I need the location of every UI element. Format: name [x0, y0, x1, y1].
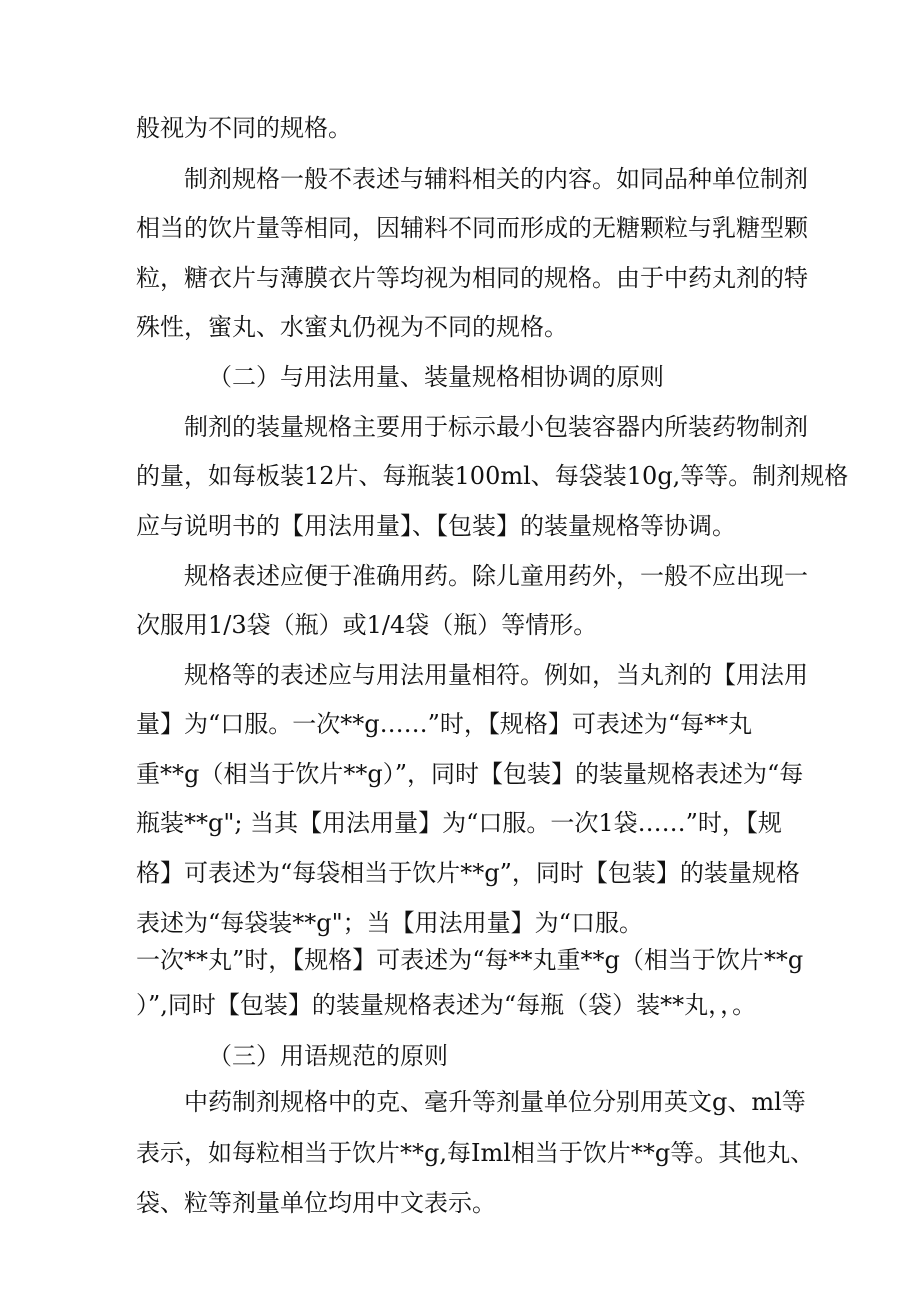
paragraph-line: 次服用1/3袋（瓶）或1/4袋（瓶）等情形。	[136, 611, 598, 639]
paragraph-line: 一次**丸”时，【规格】可表述为“每**丸重**g（相当于饮片**g	[136, 946, 804, 974]
paragraph-line: 般视为不同的规格。	[136, 114, 352, 142]
paragraph-line: 袋、粒等剂量单位均用中文表示。	[136, 1189, 496, 1217]
paragraph-line: 规格等的表述应与用法用量相符。例如，当丸剂的【用法用	[184, 661, 808, 689]
paragraph-line: 格】可表述为“每袋相当于饮片**g”，同时【包装】的装量规格	[136, 859, 800, 887]
section-heading: （三）用语规范的原则	[208, 1042, 448, 1070]
paragraph-line: 制剂的装量规格主要用于标示最小包装容器内所装药物制剂	[184, 413, 808, 441]
paragraph-line: 应与说明书的【用法用量】、【包装】的装量规格等协调。	[136, 512, 736, 540]
paragraph-line: ）”,同时【包装】的装量规格表述为“每瓶（袋）装**丸，，。	[136, 991, 757, 1019]
paragraph-line: 表述为“每袋装**g"；当【用法用量】为“口服。	[136, 909, 643, 937]
paragraph-line: 相当的饮片量等相同，因辅料不同而形成的无糖颗粒与乳糖型颗	[136, 214, 808, 242]
paragraph-line: 规格表述应便于准确用药。除儿童用药外，一般不应出现一	[184, 562, 808, 590]
paragraph-line: 粒，糖衣片与薄膜衣片等均视为相同的规格。由于中药丸剂的特	[136, 264, 808, 292]
paragraph-line: 制剂规格一般不表述与辅料相关的内容。如同品种单位制剂	[184, 165, 808, 193]
paragraph-line: 中药制剂规格中的克、毫升等剂量单位分别用英文g、ml等	[184, 1088, 806, 1116]
section-heading: （二）与用法用量、装量规格相协调的原则	[208, 363, 664, 391]
paragraph-line: 量】为“口服。一次**g……”时，【规格】可表述为“每**丸	[136, 710, 753, 738]
paragraph-line: 殊性，蜜丸、水蜜丸仍视为不同的规格。	[136, 313, 568, 341]
paragraph-line: 瓶装**g"; 当其【用法用量】为“口服。一次1袋……”时，【规	[136, 809, 782, 837]
paragraph-line: 的量，如每板装12片、每瓶装100ml、每袋装10g,等等。制剂规格	[136, 462, 849, 490]
paragraph-line: 表示，如每粒相当于饮片**g,每Iml相当于饮片**g等。其他丸、	[136, 1139, 815, 1167]
paragraph-line: 重**g（相当于饮片**g）”，同时【包装】的装量规格表述为“每	[136, 760, 804, 788]
